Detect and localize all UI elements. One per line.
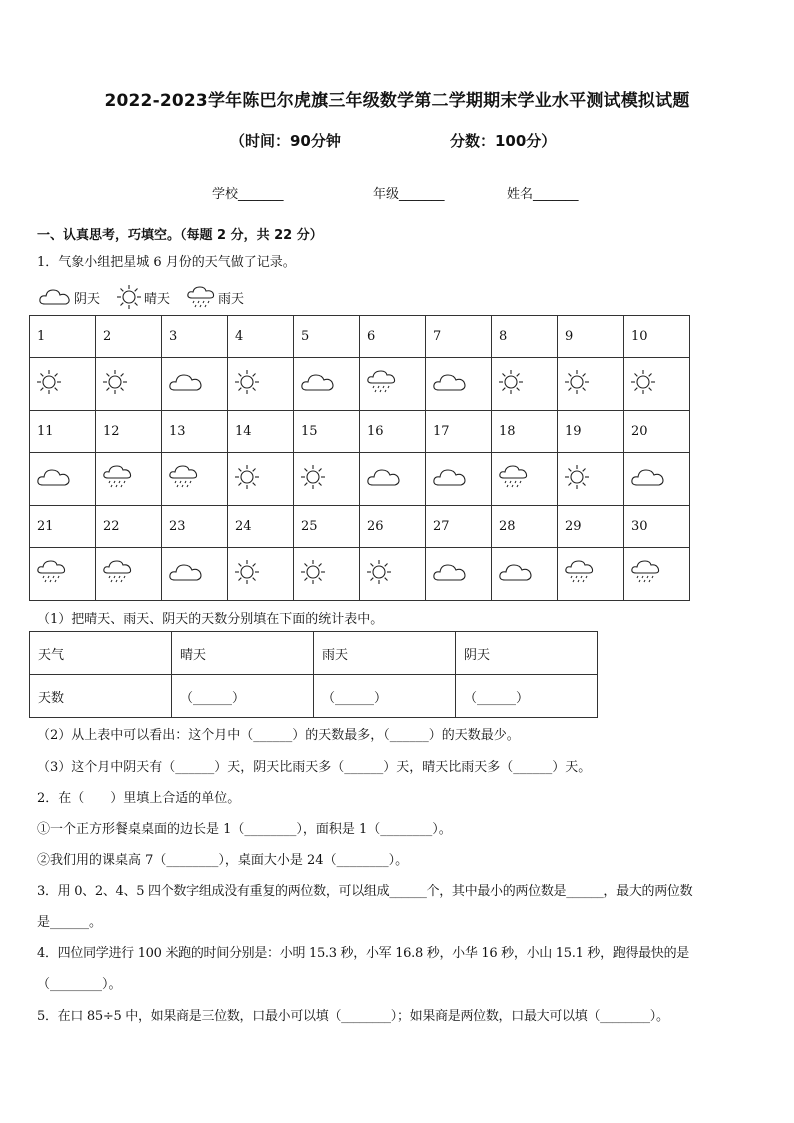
rain-icon	[564, 571, 596, 590]
statistics-table	[29, 631, 598, 718]
weather-cell	[558, 358, 624, 411]
grade-field[interactable]: 年级_______	[373, 187, 445, 202]
day-number: 25	[294, 506, 360, 548]
weather-cell	[360, 453, 426, 506]
page-title: 2022-2023学年陈巴尔虎旗三年级数学第二学期期末学业水平测试模拟试题	[104, 91, 690, 111]
day-number: 19	[558, 411, 624, 453]
day-number: 23	[162, 506, 228, 548]
weather-date-row	[30, 316, 690, 358]
legend-sunny-label: 晴天	[144, 291, 171, 307]
day-number: 28	[492, 506, 558, 548]
stats-cell: 天数	[30, 675, 172, 718]
question-5: 5．在口 85÷5 中，如果商是三位数，口最小可以填（________）；如果商是两位数，口最大可以填（________）。	[37, 1009, 669, 1024]
rain-icon	[498, 476, 530, 495]
day-number: 9	[558, 316, 624, 358]
stats-cell: 阴天	[456, 632, 598, 675]
weather-cell	[426, 453, 492, 506]
question-4: 4．四位同学进行 100 米跑的时间分别是：小明 15.3 秒，小军 16.8 秒，小华 16 秒，小山 15.1 秒，跑得最快的是	[37, 946, 689, 961]
day-number: 18	[492, 411, 558, 453]
exam-time: （时间：90分钟	[230, 132, 341, 150]
weather-cell	[162, 453, 228, 506]
sun-icon	[300, 570, 326, 589]
question-1-2: （2）从上表中可以看出：这个月中（______）的天数最多，（______）的天数最少。	[37, 728, 520, 743]
day-number: 7	[426, 316, 492, 358]
cloud-icon	[498, 568, 534, 587]
legend-rainy-label: 雨天	[218, 291, 245, 307]
weather-cell	[624, 453, 690, 506]
day-number: 12	[96, 411, 162, 453]
sun-icon	[234, 380, 260, 399]
section-heading: 一、认真思考，巧填空。（每题 2 分，共 22 分）	[37, 228, 323, 243]
question-2-2: ②我们用的课桌高 7（________），桌面大小是 24（________）。	[37, 853, 409, 868]
question-4-continued: （________）。	[37, 977, 122, 992]
day-number: 10	[624, 316, 690, 358]
weather-cell	[294, 358, 360, 411]
weather-cell	[624, 548, 690, 601]
stats-cell: 雨天	[314, 632, 456, 675]
sun-icon	[234, 475, 260, 494]
sun-icon	[300, 475, 326, 494]
day-number: 22	[96, 506, 162, 548]
cloud-icon	[630, 473, 666, 492]
weather-cell	[624, 358, 690, 411]
weather-date-row	[30, 506, 690, 548]
day-number: 4	[228, 316, 294, 358]
stats-row-days	[30, 675, 598, 718]
cloudy-count-blank[interactable]: （______）	[456, 675, 598, 718]
day-number: 26	[360, 506, 426, 548]
legend-cloudy-label: 阴天	[74, 291, 101, 307]
weather-cell	[294, 453, 360, 506]
weather-cell	[228, 358, 294, 411]
school-field[interactable]: 学校_______	[212, 187, 284, 202]
sun-icon	[116, 284, 142, 310]
day-number: 5	[294, 316, 360, 358]
day-number: 13	[162, 411, 228, 453]
day-number: 3	[162, 316, 228, 358]
sun-icon	[366, 570, 392, 589]
weather-cell	[96, 548, 162, 601]
stats-cell: 天气	[30, 632, 172, 675]
day-number: 8	[492, 316, 558, 358]
rain-icon	[168, 476, 200, 495]
day-number: 15	[294, 411, 360, 453]
weather-cell	[492, 358, 558, 411]
weather-cell	[30, 548, 96, 601]
weather-cell	[228, 548, 294, 601]
sunny-count-blank[interactable]: （______）	[172, 675, 314, 718]
sun-icon	[36, 380, 62, 399]
weather-cell	[426, 548, 492, 601]
weather-cell	[294, 548, 360, 601]
day-number: 6	[360, 316, 426, 358]
weather-cell	[492, 453, 558, 506]
legend-sunny	[116, 284, 170, 310]
sun-icon	[498, 380, 524, 399]
question-2-1: ①一个正方形餐桌桌面的边长是 1（________），面积是 1（________）。	[37, 822, 452, 837]
weather-date-row	[30, 411, 690, 453]
weather-cell	[30, 453, 96, 506]
rain-icon	[630, 571, 662, 590]
question-3-continued: 是______。	[37, 915, 103, 930]
weather-cell	[492, 548, 558, 601]
day-number: 17	[426, 411, 492, 453]
day-number: 2	[96, 316, 162, 358]
weather-cell	[426, 358, 492, 411]
day-number: 1	[30, 316, 96, 358]
weather-cell	[162, 548, 228, 601]
day-number: 21	[30, 506, 96, 548]
weather-cell	[558, 453, 624, 506]
question-1-3: （3）这个月中阴天有（______）天，阴天比雨天多（______）天，晴天比雨天多（______）天。	[37, 760, 592, 775]
day-number: 29	[558, 506, 624, 548]
weather-cell	[228, 453, 294, 506]
cloud-icon	[168, 568, 204, 587]
cloud-icon	[300, 378, 336, 397]
weather-cell	[96, 453, 162, 506]
weather-icon-row	[30, 453, 690, 506]
sun-icon	[234, 570, 260, 589]
day-number: 20	[624, 411, 690, 453]
question-1: 1．气象小组把星城 6 月份的天气做了记录。	[37, 255, 296, 270]
cloud-icon	[432, 473, 468, 492]
rain-icon	[36, 571, 68, 590]
weather-icon-row	[30, 548, 690, 601]
question-2: 2．在（ ）里填上合适的单位。	[37, 791, 241, 806]
cloud-icon	[366, 473, 402, 492]
sun-icon	[102, 380, 128, 399]
stats-row-weather	[30, 632, 598, 675]
question-3: 3．用 0、2、4、5 四个数字组成没有重复的两位数，可以组成______个，其中最小的两位数是______，最大的两位数	[37, 884, 693, 899]
rain-icon	[102, 571, 134, 590]
rain-icon	[186, 284, 216, 310]
cloud-icon	[432, 378, 468, 397]
weather-cell	[360, 548, 426, 601]
weather-cell	[162, 358, 228, 411]
sun-icon	[564, 380, 590, 399]
weather-cell	[96, 358, 162, 411]
weather-record-table	[29, 315, 690, 601]
weather-legend	[38, 284, 260, 310]
sun-icon	[630, 380, 656, 399]
weather-cell	[558, 548, 624, 601]
cloud-icon	[36, 473, 72, 492]
stats-cell: 晴天	[172, 632, 314, 675]
weather-icon-row	[30, 358, 690, 411]
exam-score: 分数：100分）	[450, 132, 557, 150]
day-number: 14	[228, 411, 294, 453]
day-number: 30	[624, 506, 690, 548]
day-number: 24	[228, 506, 294, 548]
weather-cell	[360, 358, 426, 411]
weather-cell	[30, 358, 96, 411]
day-number: 11	[30, 411, 96, 453]
cloud-icon	[432, 568, 468, 587]
legend-cloudy	[38, 286, 100, 308]
legend-rainy	[186, 284, 244, 310]
rainy-count-blank[interactable]: （______）	[314, 675, 456, 718]
day-number: 27	[426, 506, 492, 548]
cloud-icon	[168, 378, 204, 397]
question-1-1: （1）把晴天、雨天、阴天的天数分别填在下面的统计表中。	[37, 612, 384, 627]
sun-icon	[564, 475, 590, 494]
name-field[interactable]: 姓名_______	[507, 187, 579, 202]
day-number: 16	[360, 411, 426, 453]
cloud-icon	[38, 286, 72, 308]
rain-icon	[102, 476, 134, 495]
rain-icon	[366, 381, 398, 400]
